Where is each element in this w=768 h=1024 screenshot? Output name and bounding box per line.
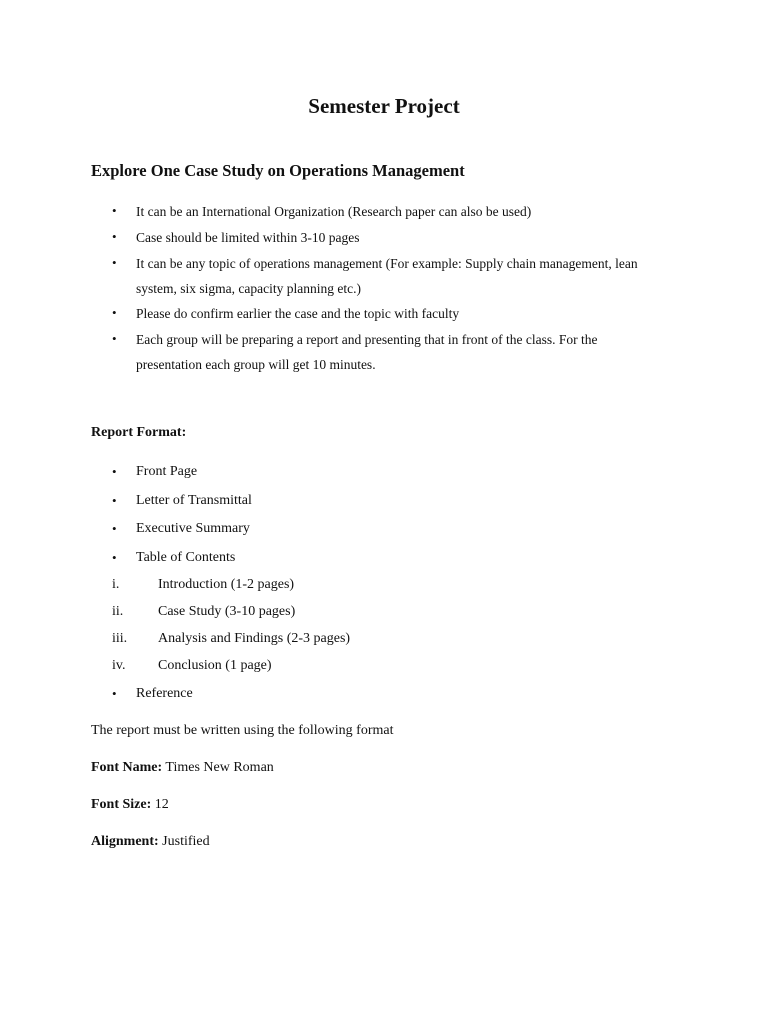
list-item-text: Reference bbox=[136, 686, 193, 701]
bullet-icon: • bbox=[112, 521, 117, 536]
list-item-text: Each group will be preparing a report and presenting that in front of the class. For the presentation each group will get 10 minutes. bbox=[136, 332, 598, 372]
bullet-icon: • bbox=[112, 331, 117, 346]
list-item-text: Case Study (3-10 pages) bbox=[158, 604, 296, 619]
font-size-value: 12 bbox=[154, 797, 169, 812]
roman-numeral: iv. bbox=[112, 658, 126, 673]
bullet-icon: • bbox=[112, 464, 117, 479]
section-subtitle: Explore One Case Study on Operations Management bbox=[91, 161, 465, 180]
format-intro-text: The report must be written using the following format bbox=[91, 723, 394, 738]
report-format-heading: Report Format: bbox=[91, 425, 187, 440]
roman-numeral: ii. bbox=[112, 604, 124, 619]
bullet-icon: • bbox=[112, 686, 117, 701]
font-name-label: Font Name: bbox=[91, 760, 163, 775]
list-item-text: Letter of Transmittal bbox=[136, 493, 252, 508]
list-item-text: Front Page bbox=[136, 464, 198, 479]
list-item-text: Analysis and Findings (2-3 pages) bbox=[158, 631, 351, 646]
font-size-line bbox=[91, 797, 169, 813]
font-name-line bbox=[91, 760, 274, 776]
list-item-text: Conclusion (1 page) bbox=[158, 658, 272, 673]
list-item-text: Case should be limited within 3-10 pages bbox=[136, 230, 360, 245]
alignment-line bbox=[91, 834, 210, 850]
bullet-icon: • bbox=[112, 305, 117, 320]
list-item-text: Please do confirm earlier the case and the topic with faculty bbox=[136, 306, 460, 321]
alignment-label: Alignment: bbox=[91, 834, 159, 849]
font-name-value: Times New Roman bbox=[165, 760, 274, 775]
list-item-text: Table of Contents bbox=[136, 550, 236, 565]
bullet-icon: • bbox=[112, 229, 117, 244]
alignment-value: Justified bbox=[162, 834, 210, 849]
bullet-icon: • bbox=[112, 203, 117, 218]
list-item-text: Executive Summary bbox=[136, 521, 250, 536]
bullet-icon: • bbox=[112, 550, 117, 565]
roman-numeral: iii. bbox=[112, 631, 128, 646]
list-item-text: It can be any topic of operations management (For example: Supply chain management, lean system, six sigma, capacity planning etc.) bbox=[136, 256, 638, 296]
list-item-text: Introduction (1-2 pages) bbox=[158, 577, 295, 592]
bullet-icon: • bbox=[112, 255, 117, 270]
page-title: Semester Project bbox=[308, 94, 460, 118]
font-size-label: Font Size: bbox=[91, 797, 152, 812]
bullet-icon: • bbox=[112, 493, 117, 508]
roman-numeral: i. bbox=[112, 577, 120, 592]
list-item-text: It can be an International Organization (Research paper can also be used) bbox=[136, 204, 532, 219]
